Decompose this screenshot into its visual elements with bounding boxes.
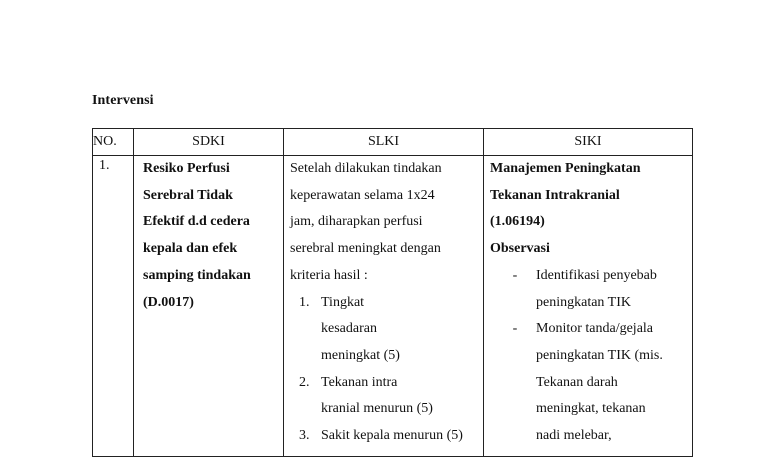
slki-intro-line: Setelah dilakukan tindakan	[290, 161, 442, 176]
action-line: Identifikasi penyebab	[536, 267, 657, 283]
sdki-line: Serebral Tidak	[143, 187, 233, 203]
slki-criteria-item	[290, 370, 483, 423]
slki-intro-line: serebral meningkat dengan	[290, 241, 441, 257]
sdki-line: Resiko Perfusi	[143, 161, 230, 176]
criteria-line: Tingkat	[321, 294, 365, 310]
cell-no	[93, 156, 134, 457]
criteria-line: kranial menurun (5)	[321, 401, 433, 417]
action-line: Tekanan darah	[536, 374, 618, 390]
row-number: 1.	[99, 158, 110, 173]
header-siki: SIKI	[484, 129, 693, 156]
action-line: peningkatan TIK	[536, 294, 631, 310]
slki-criteria-item	[290, 423, 483, 450]
siki-action-item	[490, 316, 692, 450]
siki-title-line: Tekanan Intrakranial	[490, 187, 620, 203]
siki-action-item	[490, 263, 692, 316]
siki-section-heading: Observasi	[490, 241, 550, 257]
slki-content	[284, 156, 483, 450]
slki-criteria-item	[290, 290, 483, 370]
table-header-row	[93, 129, 693, 156]
dash-bullet: -	[512, 267, 518, 283]
section-heading: Intervensi	[92, 93, 154, 108]
header-no: NO.	[93, 129, 134, 156]
siki-title-line: Manajemen Peningkatan	[490, 161, 641, 176]
cell-sdki	[134, 156, 284, 457]
sdki-line: Efektif d.d cedera	[143, 214, 250, 230]
criteria-line: kesadaran	[321, 321, 377, 337]
intervention-table	[92, 128, 693, 457]
sdki-line: samping tindakan	[143, 267, 251, 283]
sdki-diagnosis	[134, 156, 283, 316]
criteria-number: 1.	[299, 294, 310, 310]
action-line: peningkatan TIK (mis.	[536, 347, 663, 363]
criteria-number: 2.	[299, 374, 310, 390]
sdki-line: kepala dan efek	[143, 241, 238, 257]
action-line: nadi melebar,	[536, 428, 612, 444]
cell-slki	[284, 156, 484, 457]
sdki-line: (D.0017)	[143, 294, 194, 310]
criteria-line: meningkat (5)	[321, 347, 400, 363]
dash-bullet: -	[512, 321, 518, 337]
criteria-number: 3.	[299, 428, 310, 444]
criteria-line: Sakit kepala menurun (5)	[321, 428, 463, 444]
siki-title-line: (1.06194)	[490, 214, 545, 230]
table-row	[93, 156, 693, 457]
criteria-line: Tekanan intra	[321, 374, 398, 390]
siki-content	[484, 156, 692, 450]
cell-siki	[484, 156, 693, 457]
header-slki: SLKI	[284, 129, 484, 156]
slki-intro-line: kriteria hasil :	[290, 267, 368, 283]
header-sdki: SDKI	[134, 129, 284, 156]
action-line: meningkat, tekanan	[536, 401, 646, 417]
action-line: Monitor tanda/gejala	[536, 321, 654, 337]
slki-intro-line: jam, diharapkan perfusi	[290, 214, 423, 230]
slki-intro-line: keperawatan selama 1x24	[290, 187, 435, 203]
